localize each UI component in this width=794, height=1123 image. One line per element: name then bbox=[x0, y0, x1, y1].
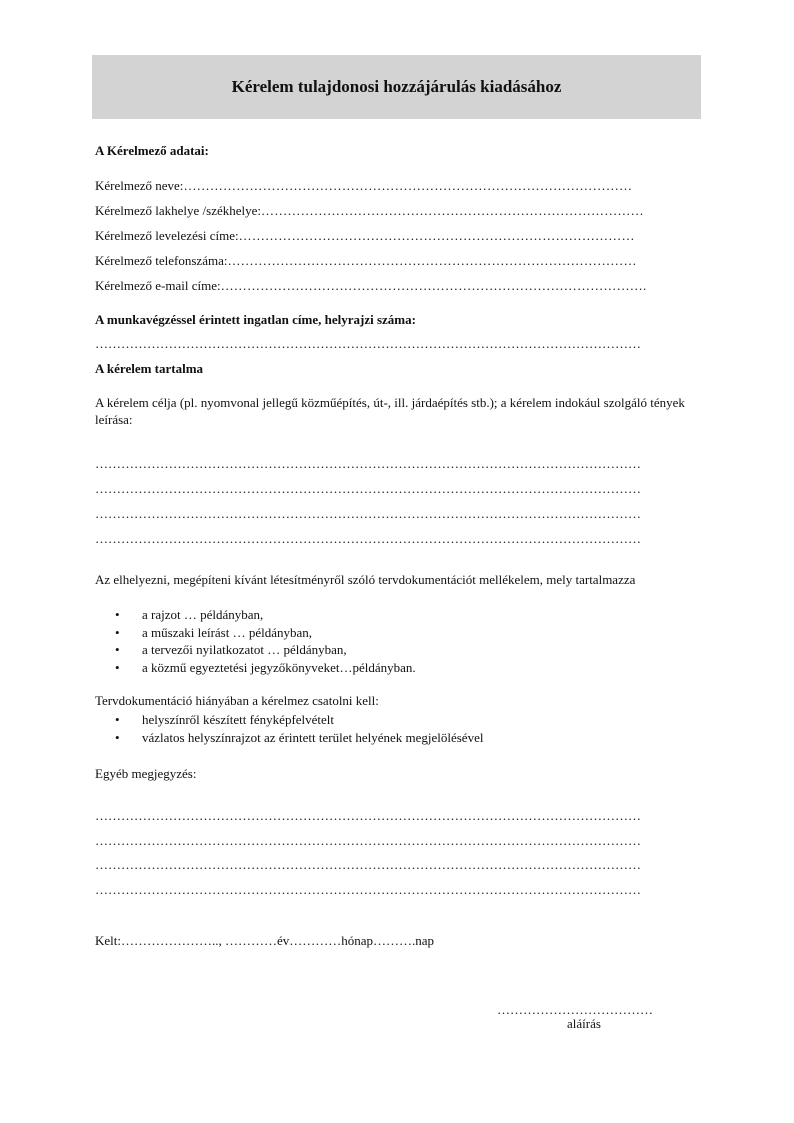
request-heading: A kérelem tartalma bbox=[95, 361, 204, 376]
purpose-dotted-line-3[interactable]: ……………………………………………………………………………………………………………… bbox=[95, 506, 641, 521]
field-mailing-address-label: Kérelmező levelezési címe: bbox=[95, 228, 239, 243]
note-dotted-line-4[interactable]: ……………………………………………………………………………………………………………… bbox=[95, 882, 641, 897]
purpose-dotted-line-2[interactable]: ……………………………………………………………………………………………………………… bbox=[95, 481, 641, 496]
attachments-intro: Az elhelyezni, megépíteni kívánt létesítményről szóló tervdokumentációt mellékelem, mely tartalmazza bbox=[95, 572, 636, 587]
bullet-icon: • bbox=[115, 660, 120, 675]
field-phone-label: Kérelmező telefonszáma: bbox=[95, 253, 228, 268]
field-mailing-address[interactable] bbox=[95, 228, 701, 244]
field-address[interactable] bbox=[95, 203, 701, 219]
field-mailing-address-dots: ……………………………………………………………………………… bbox=[238, 228, 635, 243]
note-dotted-line-3[interactable]: ……………………………………………………………………………………………………………… bbox=[95, 857, 641, 872]
field-name-label: Kérelmező neve: bbox=[95, 178, 184, 193]
note-dotted-line-2[interactable]: ……………………………………………………………………………………………………………… bbox=[95, 833, 641, 848]
missing-docs-intro: Tervdokumentáció hiányában a kérelmez csatolni kell: bbox=[95, 693, 379, 708]
field-name-dots: ………………………………………………………………………………………… bbox=[183, 178, 633, 193]
attachment-item-text: a műszaki leírást … példányban, bbox=[142, 625, 313, 640]
purpose-dotted-line-4[interactable]: ……………………………………………………………………………………………………………… bbox=[95, 531, 641, 546]
field-email-label: Kérelmező e-mail címe: bbox=[95, 278, 221, 293]
signature-label: aláírás bbox=[567, 1016, 601, 1031]
property-dotted-line[interactable]: ……………………………………………………………………………………………………………… bbox=[95, 336, 641, 351]
request-purpose-text: A kérelem célja (pl. nyomvonal jellegű közműépítés, út-, ill. járdaépítés stb.); a kérelem indokául szolgáló tények leírása: bbox=[95, 395, 685, 427]
missing-doc-item-text: vázlatos helyszínrajzot az érintett terület helyének megjelölésével bbox=[142, 730, 484, 745]
bullet-icon: • bbox=[115, 625, 120, 640]
title-box bbox=[92, 55, 701, 119]
applicant-heading: A Kérelmező adatai: bbox=[95, 143, 209, 158]
field-name[interactable] bbox=[95, 178, 701, 194]
property-heading: A munkavégzéssel érintett ingatlan címe, helyrajzi száma: bbox=[95, 312, 416, 327]
field-address-dots: …………………………………………………………………………… bbox=[261, 203, 644, 218]
field-phone[interactable] bbox=[95, 253, 701, 269]
field-phone-dots: ………………………………………………………………………………… bbox=[227, 253, 637, 268]
other-note-label: Egyéb megjegyzés: bbox=[95, 766, 197, 781]
bullet-icon: • bbox=[115, 730, 120, 745]
field-email-dots: ……………………………………………………………………………………. bbox=[220, 278, 647, 293]
date-line[interactable]: Kelt:………………….., …………év…………hónap……….nap bbox=[95, 933, 435, 948]
page-title: Kérelem tulajdonosi hozzájárulás kiadásához bbox=[231, 77, 562, 96]
signature-line[interactable]: ……………………………… bbox=[497, 1002, 653, 1017]
field-email[interactable] bbox=[95, 278, 701, 294]
purpose-dotted-line-1[interactable]: ……………………………………………………………………………………………………………… bbox=[95, 456, 641, 471]
field-address-label: Kérelmező lakhelye /székhelye: bbox=[95, 203, 262, 218]
bullet-icon: • bbox=[115, 642, 120, 657]
bullet-icon: • bbox=[115, 712, 120, 727]
missing-doc-item-text: helyszínről készített fényképfelvételt bbox=[142, 712, 335, 727]
attachment-item-text: a közmű egyeztetési jegyzőkönyveket…példányban. bbox=[142, 660, 416, 675]
note-dotted-line-1[interactable]: ……………………………………………………………………………………………………………… bbox=[95, 808, 641, 823]
attachment-item-text: a rajzot … példányban, bbox=[142, 607, 264, 622]
bullet-icon: • bbox=[115, 607, 120, 622]
attachment-item-text: a tervezői nyilatkozatot … példányban, bbox=[142, 642, 347, 657]
